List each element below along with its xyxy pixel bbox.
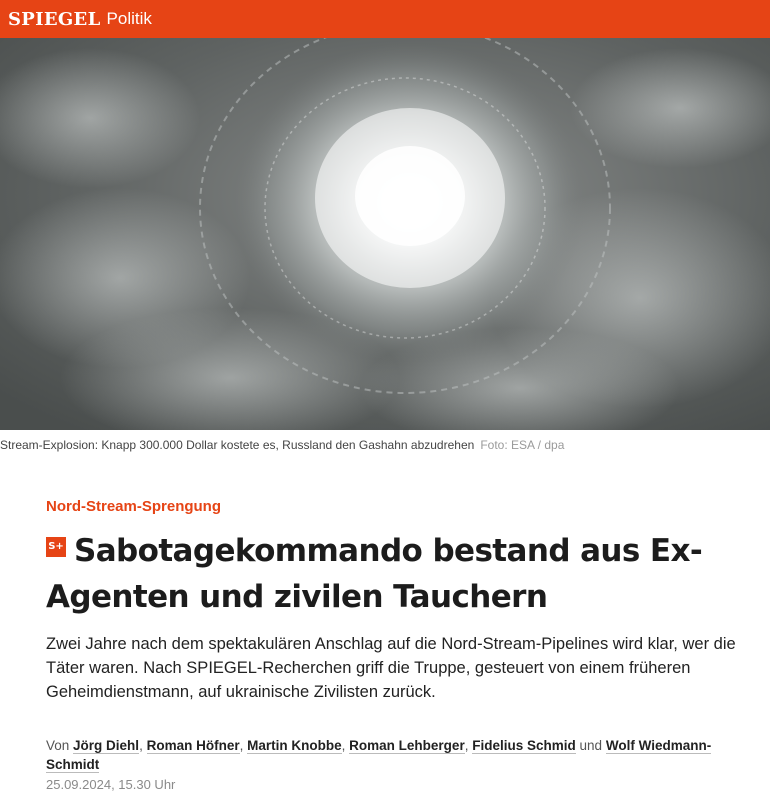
article-headline[interactable] xyxy=(46,528,736,620)
caption-text: Stream-Explosion: Knapp 300.000 Dollar kostete es, Russland den Gashahn abzudrehen xyxy=(0,438,475,452)
hero-image xyxy=(0,38,770,430)
publish-date: 25.09.2024, 15.30 Uhr xyxy=(46,777,176,792)
author-link[interactable]: Roman Höfner xyxy=(146,738,240,753)
article-kicker[interactable]: Nord-Stream-Sprengung xyxy=(46,498,222,515)
photo-credit: Foto: ESA / dpa xyxy=(480,438,565,452)
headline-text[interactable]: Sabotagekommando bestand aus Ex-Agenten und zivilen Tauchern xyxy=(46,533,703,615)
byline-prefix: Von xyxy=(46,738,70,753)
author-link[interactable]: Roman Lehberger xyxy=(349,738,465,753)
spiegel-logo[interactable]: SPIEGEL xyxy=(8,8,101,30)
section-label[interactable]: Politik xyxy=(106,9,152,28)
author-link[interactable]: Fidelius Schmid xyxy=(472,738,576,753)
top-bar xyxy=(0,0,770,38)
author-link[interactable]: Martin Knobbe xyxy=(247,738,342,753)
author-link[interactable]: Wolf Wiedmann-Schmidt xyxy=(46,738,712,772)
byline-conjunction: und xyxy=(579,738,603,753)
gas-leak-photo xyxy=(0,38,770,430)
spiegel-plus-badge: S+ xyxy=(46,537,66,557)
image-caption xyxy=(0,438,770,452)
article-teaser: Zwei Jahre nach dem spektakulären Anschlag auf die Nord-Stream-Pipelines wird klar, wer die Täter waren. Nach SPIEGEL-Recherchen griff die Truppe, gesteuert von einem früheren Geheimdienstmann, auf ukrainische Zivilisten zurück. xyxy=(46,635,736,701)
byline: Von Jörg Diehl, Roman Höfner, Martin Knobbe, Roman Lehberger, Fidelius Schmid und Wolf Wiedmann-Schmidt xyxy=(46,738,712,772)
author-link[interactable]: Jörg Diehl xyxy=(73,738,140,753)
